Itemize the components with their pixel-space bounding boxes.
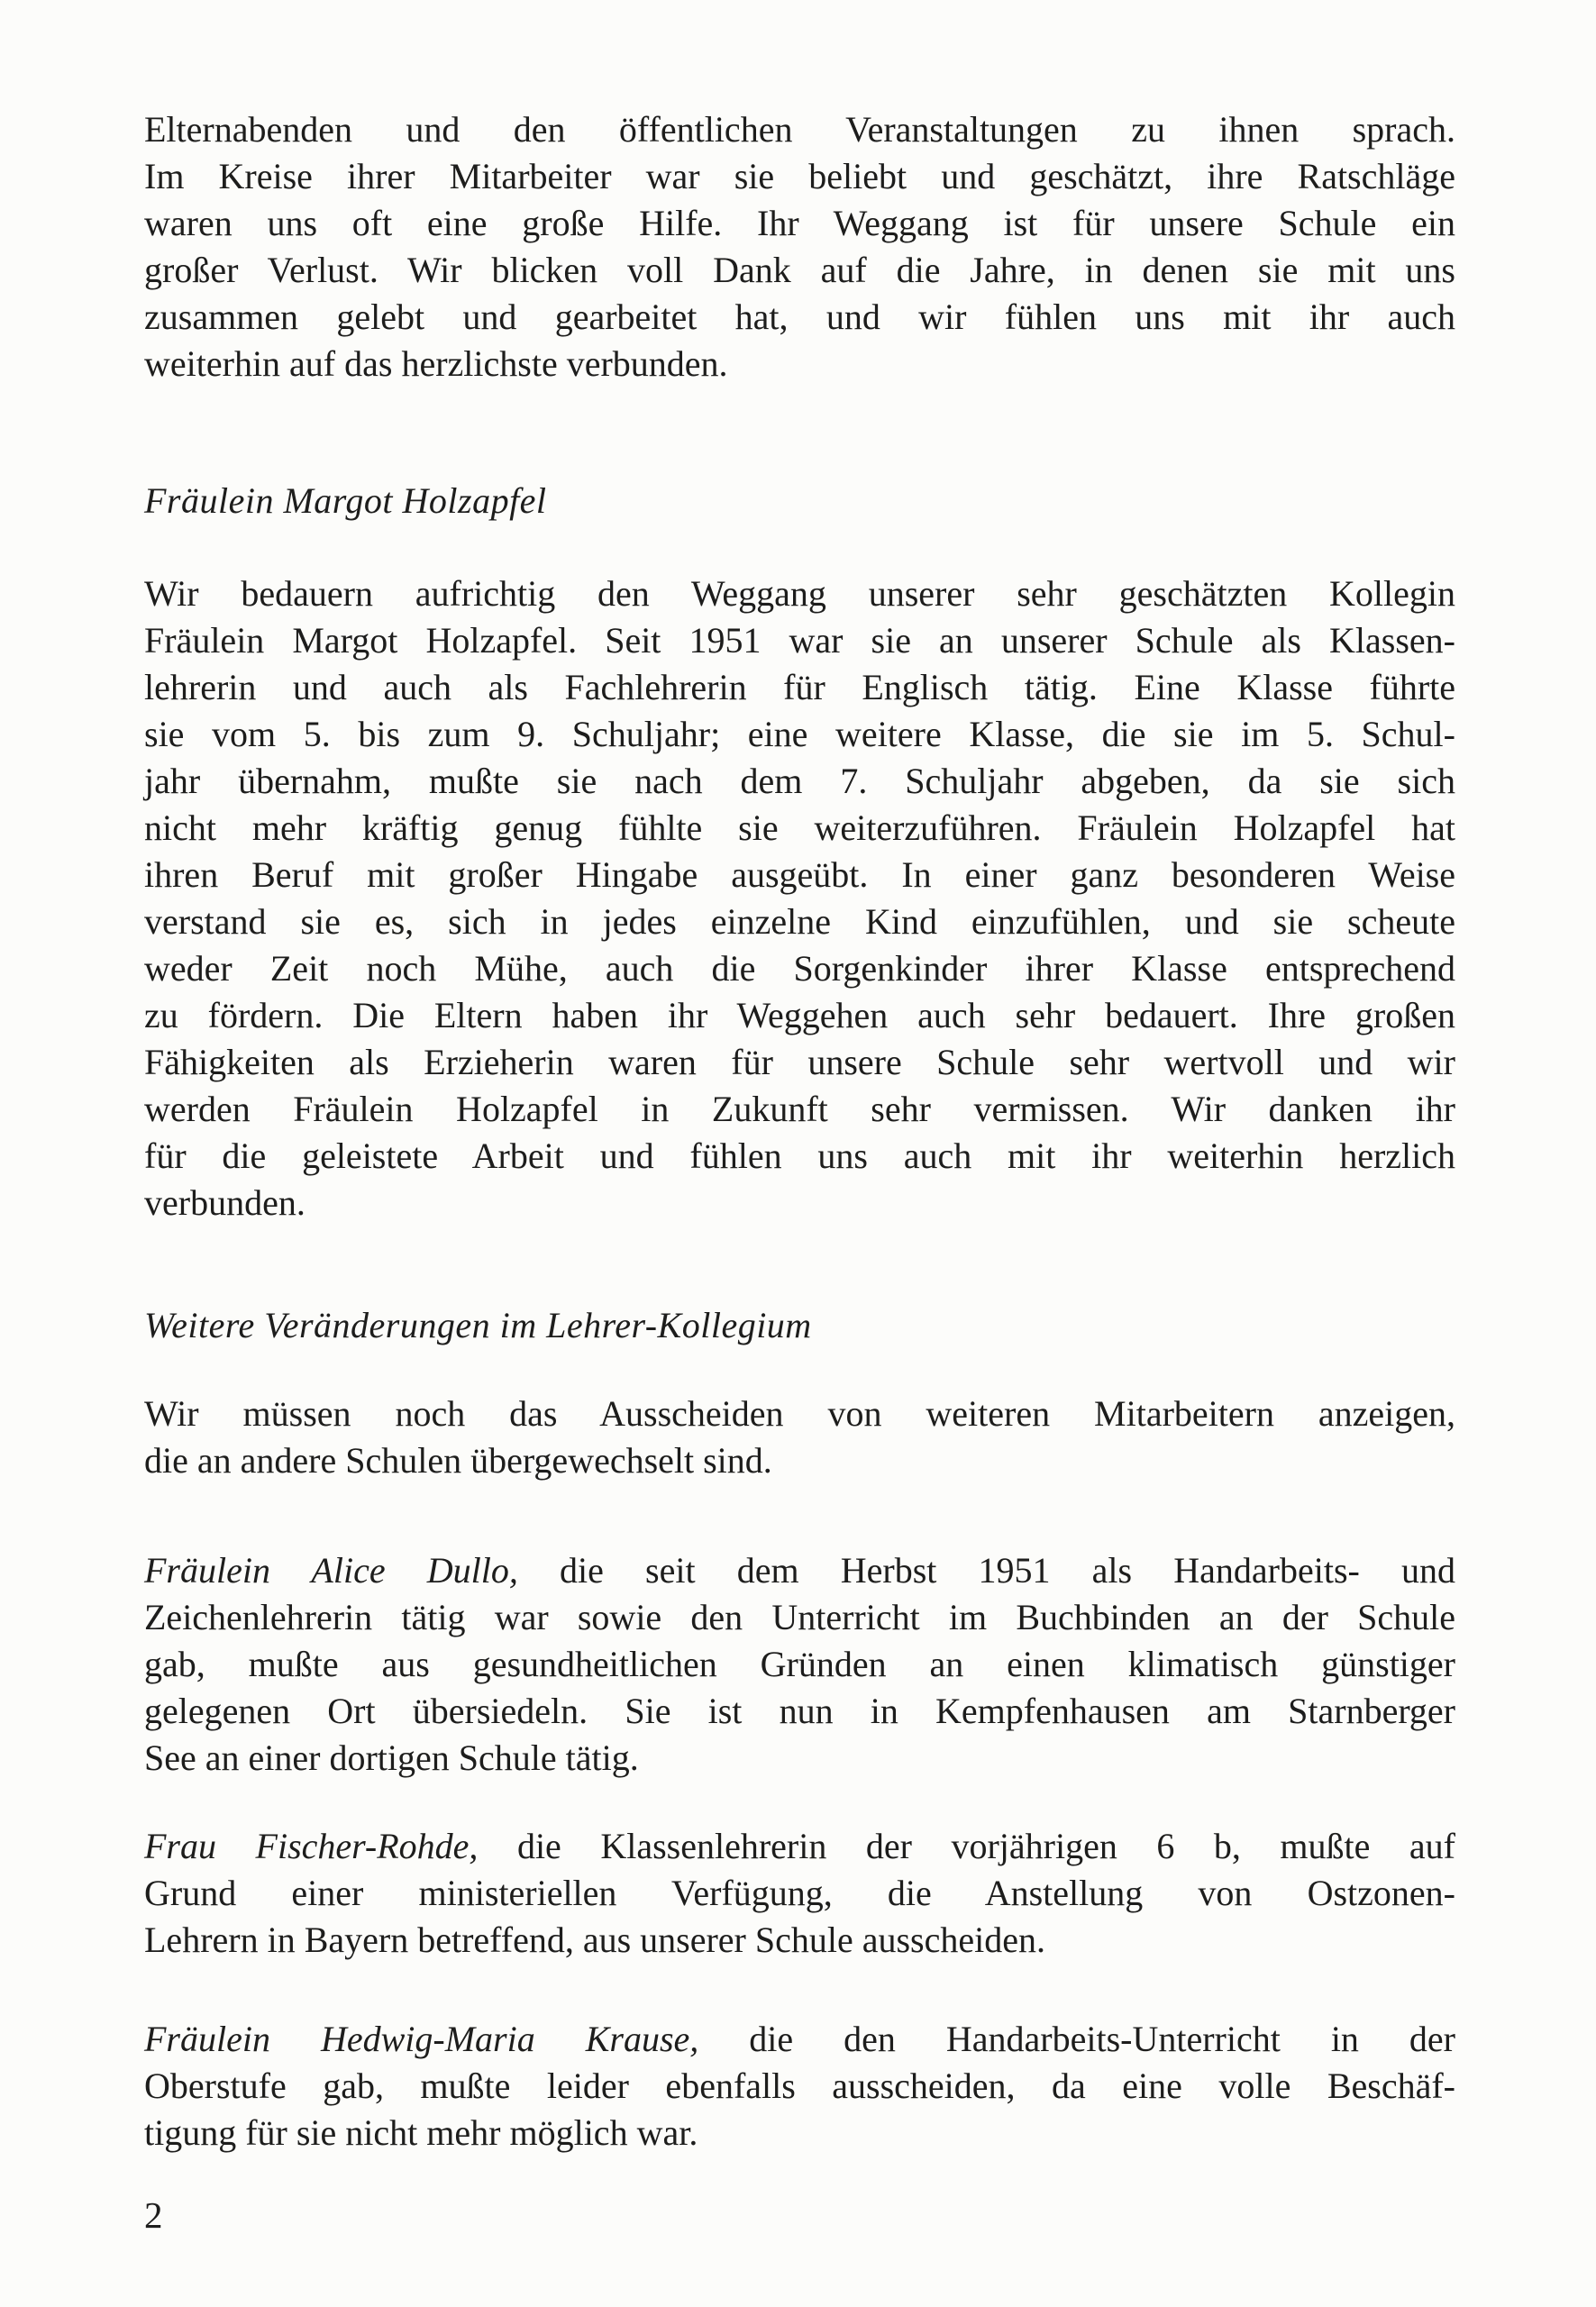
text-segment: zusammen gelebt und gearbeitet hat, und wir fühlen uns mit ihr auch	[144, 296, 1455, 337]
text-line	[144, 945, 1455, 992]
text-segment: weder Zeit noch Mühe, auch die Sorgenkinder ihrer Klasse entsprechend	[144, 948, 1455, 989]
text-line	[144, 758, 1455, 805]
text-segment: verbunden.	[144, 1182, 306, 1223]
text-line	[144, 805, 1455, 852]
paragraph	[144, 2016, 1455, 2157]
text-line	[144, 1086, 1455, 1133]
text-line	[144, 617, 1455, 664]
text-segment: die Klassenlehrerin der vorjährigen 6 b, mußte auf	[478, 1826, 1455, 1866]
paragraph	[144, 570, 1455, 1226]
section-heading: Weitere Veränderungen im Lehrer-Kollegium	[144, 1305, 812, 1345]
text-segment: tigung für sie nicht mehr möglich war.	[144, 2112, 698, 2153]
text-line	[144, 1391, 1455, 1437]
text-segment: werden Fräulein Holzapfel in Zukunft sehr vermissen. Wir danken ihr	[144, 1089, 1455, 1129]
text-line	[144, 2016, 1455, 2063]
text-segment: Oberstufe gab, mußte leider ebenfalls ausscheiden, da eine volle Beschäf-	[144, 2065, 1455, 2106]
text-segment: ihren Beruf mit großer Hingabe ausgeübt. In einer ganz besonderen Weise	[144, 854, 1455, 895]
text-line	[144, 1735, 1455, 1782]
text-segment: die den Handarbeits-Unterricht in der	[698, 2019, 1455, 2059]
text-segment: zu fördern. Die Eltern haben ihr Weggehen auch sehr bedauert. Ihre großen	[144, 995, 1455, 1035]
text-line	[144, 1437, 1455, 1484]
text-line	[144, 1641, 1455, 1688]
text-segment: Wir müssen noch das Ausscheiden von weiteren Mitarbeitern anzeigen,	[144, 1393, 1455, 1434]
text-segment: Im Kreise ihrer Mitarbeiter war sie beliebt und geschätzt, ihre Ratschläge	[144, 156, 1455, 196]
text-segment: verstand sie es, sich in jedes einzelne Kind einzufühlen, und sie scheute	[144, 901, 1455, 942]
text-line	[144, 200, 1455, 247]
page-body	[144, 106, 1455, 2157]
paragraph	[144, 1547, 1455, 1782]
text-segment: sie vom 5. bis zum 9. Schuljahr; eine weitere Klasse, die sie im 5. Schul-	[144, 714, 1455, 754]
text-segment: weiterhin auf das herzlichste verbunden.	[144, 343, 728, 384]
text-line	[144, 898, 1455, 945]
text-segment: Lehrern in Bayern betreffend, aus unserer Schule ausscheiden.	[144, 1919, 1045, 1960]
text-line	[144, 2110, 1455, 2157]
text-segment: See an einer dortigen Schule tätig.	[144, 1737, 639, 1778]
text-line	[144, 992, 1455, 1039]
text-line	[144, 711, 1455, 758]
text-segment: Fräulein Margot Holzapfel. Seit 1951 war sie an unserer Schule als Klassen-	[144, 620, 1455, 661]
text-line	[144, 1133, 1455, 1180]
text-segment: nicht mehr kräftig genug fühlte sie weiterzuführen. Fräulein Holzapfel hat	[144, 807, 1455, 848]
person-name-italic: Fräulein Alice Dullo,	[144, 1550, 518, 1591]
text-segment: jahr übernahm, mußte sie nach dem 7. Schuljahr abgeben, da sie sich	[144, 761, 1455, 801]
text-segment: die seit dem Herbst 1951 als Handarbeits- und	[517, 1550, 1455, 1591]
paragraph	[144, 1391, 1455, 1484]
section-heading: Fräulein Margot Holzapfel	[144, 480, 547, 521]
text-line	[144, 570, 1455, 617]
text-segment: Wir bedauern aufrichtig den Weggang unserer sehr geschätzten Kollegin	[144, 573, 1455, 614]
text-line	[144, 294, 1455, 341]
text-line	[144, 153, 1455, 200]
text-segment: gab, mußte aus gesundheitlichen Gründen an einen klimatisch günstiger	[144, 1644, 1455, 1684]
text-segment: Grund einer ministeriellen Verfügung, die Anstellung von Ostzonen-	[144, 1873, 1455, 1913]
text-line	[144, 1180, 1455, 1226]
text-segment: die an andere Schulen übergewechselt sind.	[144, 1440, 772, 1481]
text-segment: für die geleistete Arbeit und fühlen uns auch mit ihr weiterhin herzlich	[144, 1135, 1455, 1176]
person-name-italic: Fräulein Hedwig-Maria Krause,	[144, 2019, 699, 2059]
text-segment: Zeichenlehrerin tätig war sowie den Unterricht im Buchbinden an der Schule	[144, 1597, 1455, 1637]
text-line	[144, 106, 1455, 153]
text-line	[144, 664, 1455, 711]
text-line	[144, 1594, 1455, 1641]
page-number: 2	[144, 2194, 163, 2236]
text-line	[144, 2063, 1455, 2110]
text-segment: großer Verlust. Wir blicken voll Dank auf die Jahre, in denen sie mit uns	[144, 250, 1455, 290]
text-segment: Elternabenden und den öffentlichen Veranstaltungen zu ihnen sprach.	[144, 109, 1455, 150]
paragraph	[144, 1823, 1455, 1964]
text-line	[144, 1039, 1455, 1086]
text-line	[144, 1870, 1455, 1917]
text-line	[144, 247, 1455, 294]
text-segment: lehrerin und auch als Fachlehrerin für Englisch tätig. Eine Klasse führte	[144, 667, 1455, 707]
text-line	[144, 1917, 1455, 1964]
text-line	[144, 852, 1455, 898]
text-segment: Fähigkeiten als Erzieherin waren für unsere Schule sehr wertvoll und wir	[144, 1042, 1455, 1082]
text-line	[144, 1547, 1455, 1594]
text-line	[144, 1823, 1455, 1870]
text-line	[144, 1688, 1455, 1735]
paragraph	[144, 106, 1455, 388]
text-line	[144, 341, 1455, 388]
person-name-italic: Frau Fischer-Rohde,	[144, 1826, 479, 1866]
text-segment: gelegenen Ort übersiedeln. Sie ist nun in Kempfenhausen am Starnberger	[144, 1691, 1455, 1731]
text-segment: waren uns oft eine große Hilfe. Ihr Weggang ist für unsere Schule ein	[144, 203, 1455, 243]
